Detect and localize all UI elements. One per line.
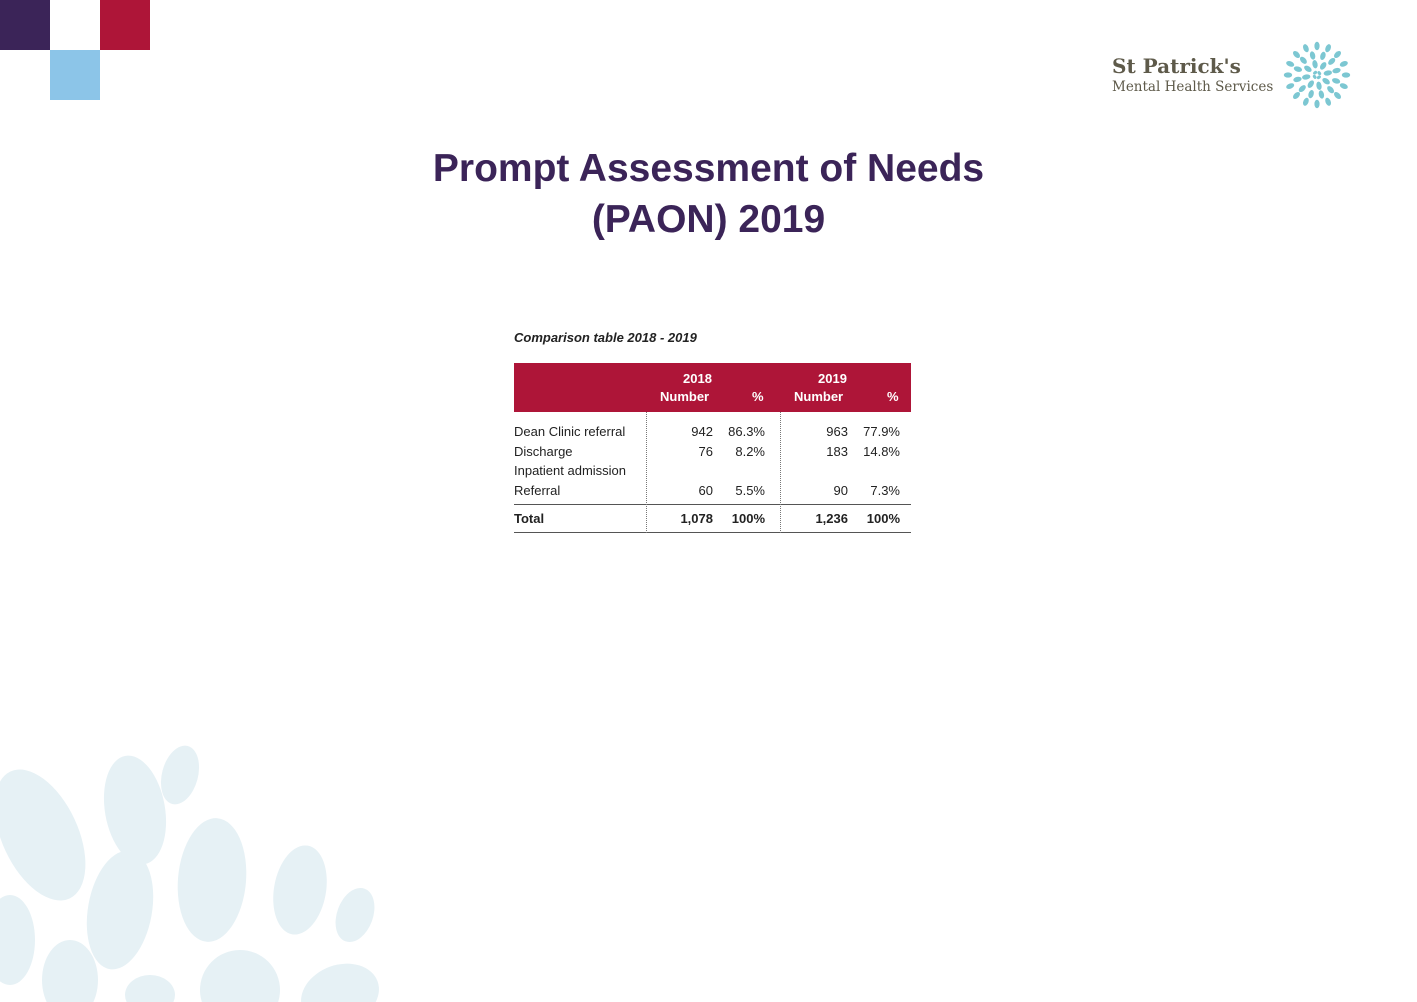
logo-petal <box>1302 74 1311 81</box>
logo-petal <box>1331 77 1341 84</box>
logo-name: St Patrick's <box>1112 54 1241 78</box>
leaf-shape <box>42 940 98 1002</box>
logo-petal <box>1324 97 1332 107</box>
logo-petal <box>1314 42 1319 50</box>
logo-petal <box>1293 65 1303 72</box>
row-number-2018: 60 <box>698 482 713 498</box>
row-pct-2019: 77.9% <box>863 424 900 439</box>
logo-petal <box>1292 91 1302 101</box>
logo-petal <box>1293 76 1302 83</box>
table-header <box>514 363 911 412</box>
comparison-table <box>514 363 911 533</box>
row-label: Discharge <box>514 443 573 459</box>
logo-petal <box>1319 61 1328 71</box>
row-pct-2019: 14.8% <box>863 443 900 459</box>
row-number-2019: 90 <box>833 482 848 498</box>
logo-petal <box>1284 72 1292 77</box>
row-number-2019: 183 <box>826 443 848 459</box>
table-body <box>514 412 911 499</box>
brand-logo <box>1112 40 1362 112</box>
total-pct-2018: 100% <box>731 511 765 526</box>
corner-square-purple <box>0 0 50 50</box>
logo-petal <box>1312 74 1317 79</box>
logo-petal <box>1319 51 1326 61</box>
row-label: Referral <box>514 482 561 498</box>
logo-petal <box>1292 50 1302 60</box>
logo-petal <box>1318 90 1325 99</box>
logo-petal <box>1323 70 1332 77</box>
header-pct-2019: % <box>887 389 899 404</box>
logo-petal <box>1299 55 1309 65</box>
logo-petal <box>1332 67 1341 74</box>
logo-petal <box>1339 60 1349 68</box>
logo-petal <box>1297 84 1307 94</box>
total-pct-2019: 100% <box>866 511 900 526</box>
logo-petal <box>1327 57 1337 67</box>
column-divider-2018 <box>646 412 647 533</box>
table-row <box>514 441 911 461</box>
logo-petal <box>1302 43 1310 53</box>
logo-subtitle: Mental Health Services <box>1112 79 1274 95</box>
total-label: Total <box>514 511 545 526</box>
total-number-2019: 1,236 <box>815 511 848 526</box>
decorative-leaves <box>0 740 400 1002</box>
column-divider-2019 <box>780 412 781 533</box>
table-row <box>514 421 911 441</box>
leaf-shape <box>267 841 334 939</box>
logo-petal <box>1326 85 1336 95</box>
table-row <box>514 460 911 480</box>
header-year-2018: 2018 <box>683 371 712 386</box>
logo-petal <box>1307 89 1314 99</box>
leaf-shape <box>125 975 175 1002</box>
logo-petal <box>1339 82 1349 90</box>
page-title <box>0 143 1417 245</box>
header-year-2019: 2019 <box>818 371 847 386</box>
corner-square-crimson <box>100 0 150 50</box>
row-label: Inpatient admission <box>514 463 627 478</box>
leaf-shape <box>96 751 174 870</box>
row-number-2018: 76 <box>698 443 713 459</box>
row-pct-2018: 8.2% <box>735 443 765 459</box>
total-number-2018: 1,078 <box>680 511 713 526</box>
logo-petal <box>1317 70 1322 75</box>
logo-petal <box>1333 50 1343 60</box>
logo-petal <box>1309 51 1316 60</box>
leaf-shape <box>0 755 104 914</box>
header-number-2018: Number <box>660 389 710 404</box>
page-title-line-2: (PAON) 2019 <box>591 198 826 241</box>
table-row <box>514 480 911 500</box>
leaf-shape <box>329 883 382 948</box>
logo-petal <box>1321 77 1331 86</box>
row-pct-2018: 86.3% <box>728 424 765 439</box>
row-number-2018: 942 <box>691 424 713 439</box>
table-caption: Comparison table 2018 - 2019 <box>514 330 697 345</box>
corner-square-light-blue <box>50 50 100 100</box>
header-pct-2018: % <box>752 389 764 404</box>
logo-petal <box>1324 43 1332 53</box>
logo-petal <box>1312 60 1319 69</box>
logo-petal <box>1285 82 1295 90</box>
logo-petal <box>1285 60 1295 68</box>
logo-petal <box>1302 97 1310 107</box>
leaf-shape <box>292 953 388 1002</box>
row-number-2019: 963 <box>826 424 848 439</box>
logo-petal <box>1316 81 1323 90</box>
leaf-shape <box>184 934 297 1002</box>
page-title-line-1: Prompt Assessment of Needs <box>432 147 985 190</box>
row-pct-2019: 7.3% <box>870 482 900 498</box>
leaf-shape <box>173 815 252 944</box>
row-label: Dean Clinic referral <box>514 424 626 439</box>
table-total-row <box>514 504 911 533</box>
logo-petal <box>1312 70 1317 75</box>
logo-petal <box>1314 100 1319 108</box>
leaf-shape <box>0 895 35 985</box>
header-number-2019: Number <box>794 389 844 404</box>
logo-petal <box>1303 64 1313 73</box>
logo-petal <box>1316 75 1321 80</box>
logo-petal <box>1306 79 1315 89</box>
row-pct-2018: 5.5% <box>735 482 765 498</box>
flower-logo-icon <box>1282 40 1352 110</box>
logo-petal <box>1333 91 1343 101</box>
logo-petal <box>1342 72 1350 77</box>
